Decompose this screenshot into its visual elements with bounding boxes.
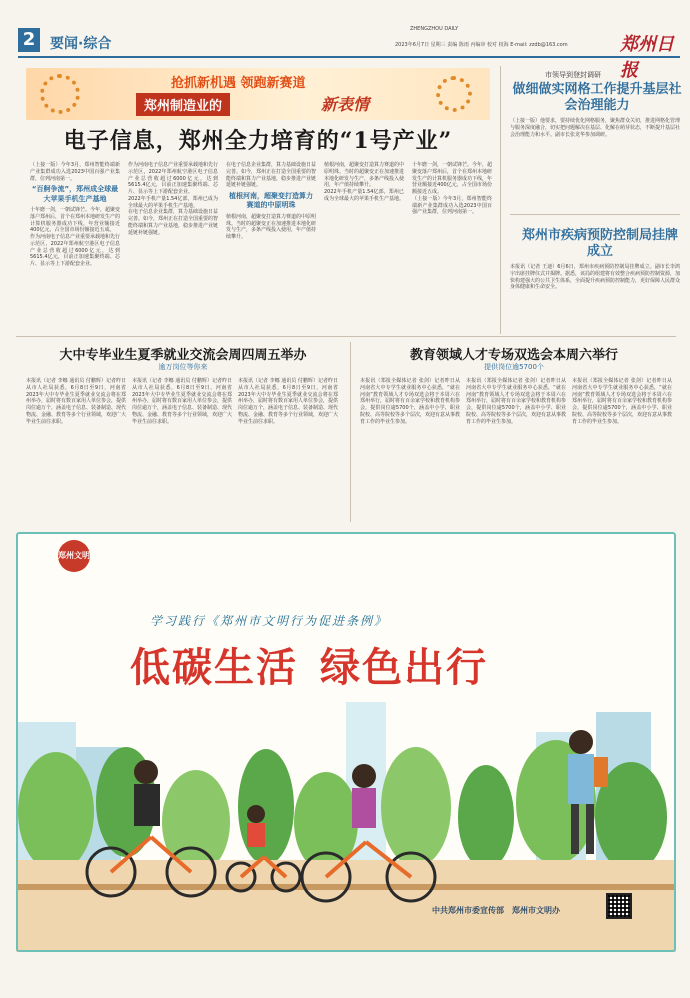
poster-title-b: 绿色出行 <box>320 644 488 691</box>
article-column <box>324 162 404 203</box>
article-paragraph: （上接一版）今年3月，郑州智能终端新产业集群成功入选2023中国百强产业集群，位列河南第一。 <box>30 162 120 182</box>
column-divider <box>350 342 351 522</box>
article-paragraph: 十年磨一剑，一朝试锋芒。今年，超聚变落户郑州后，首个在郑州本地研发生产的计算机服务器成功下线，年营业额接近400亿元，占全国市场份额接近五成。 <box>412 162 493 195</box>
article-column <box>30 162 120 268</box>
article-paragraph: 植根河南，超聚变打造算力赛道的中原明珠。当时的超聚变正在加速推进本地化研发与生产，多条产线投入使用，年产值持续攀升。 <box>324 162 405 189</box>
page-number: 2 <box>18 28 40 52</box>
edu-fair-body: 本报讯（郑报全媒体记者 张剑）记者昨日从河南省大中专学生就业服务中心获悉，“就在河南”教育领域人才专场双选会将于本周六在郑州举行，届时将有百余家学校和教育机构参会，提供岗位逾5700个，涵盖中小学、职业院校、高等院校等多个层次，欢迎有意从事教育工作的毕业生参加。 <box>360 378 461 425</box>
article-column <box>226 162 316 241</box>
gear-icon <box>436 76 472 112</box>
article-paragraph: 2022年手机产量1.54亿部，郑州已成为全球最大的苹果手机生产基地。 <box>128 195 218 209</box>
job-fair-body: 本报讯（记者 李娜 通讯员 付鹏辉）记者昨日从市人社局获悉，6月8日至9日，河南省2023年大中专毕业生夏季就业交流会将在郑州举办，届时将有数百家用人单位参会，提供岗位逾万个，涵盖电子信息、装备制造、现代物流、金融、教育等多个行业领域，欢迎广大毕业生前往求职。 <box>132 378 233 425</box>
section-divider <box>16 336 676 337</box>
right-article-body: （上接一版）他要求，要持续优化网格服务，聚焦群众关切，推进网格化管理与服务深度融合，切实把问题解决在基层、化解在萌芽状态，不断提升基层社会治理能力和水平。副市长张龙华参加调研。 <box>510 118 681 138</box>
article-subhead: “百舸争流”，郑州成全球最大苹果手机生产基地 <box>31 185 119 203</box>
article-paragraph: 作为河南电子信息产业重要承载地和先行示范区，2022年郑州航空港区电子信息产业总营收超过6000亿元，达到5615.4亿元，目前正加速集聚终端、芯片、显示等上下游配套企业。 <box>128 162 219 195</box>
feature-banner <box>26 68 490 120</box>
edu-fair-body: 本报讯（郑报全媒体记者 张剑）记者昨日从河南省大中专学生就业服务中心获悉，“就在河南”教育领域人才专场双选会将于本周六在郑州举行，届时将有百余家学校和教育机构参会，提供岗位逾5700个，涵盖中小学、职业院校、高等院校等多个层次，欢迎有意从事教育工作的毕业生参加。 <box>572 378 673 425</box>
section-title: 要闻·综合 <box>50 36 112 52</box>
article-subhead: 植根河南，超聚变打造算力赛道的中原明珠 <box>229 192 313 210</box>
section-divider <box>510 214 680 215</box>
masthead-logo: 郑州日报 <box>620 34 674 81</box>
right-article-body: 本报讯（记者 王迪）6月6日，郑州市疾病预防控制局挂牌成立。副市长李鸿宇出席挂牌仪式并揭牌。据悉，该局的组建将有效整合疾病预防控制资源，加快构建强大的公共卫生体系，全面提升疾病预防控制能力，更好保障人民群众身体健康和生命安全。 <box>510 264 681 291</box>
job-fair-body: 本报讯（记者 李娜 通讯员 付鹏辉）记者昨日从市人社局获悉，6月8日至9日，河南省2023年大中专毕业生夏季就业交流会将在郑州举办，届时将有数百家用人单位参会，提供岗位逾万个，涵盖电子信息、装备制造、现代物流、金融、教育等多个行业领域，欢迎广大毕业生前往求职。 <box>26 378 127 425</box>
poster-title-a: 低碳生活 <box>130 644 298 691</box>
article-column <box>412 162 492 216</box>
poster-top-line: 学习践行《郑州市文明行为促进条例》 <box>150 614 389 628</box>
job-fair-headline: 大中专毕业生夏季就业交流会周四周五举办 <box>59 348 307 363</box>
public-service-poster <box>16 532 676 952</box>
daily-name-en: ZHENGZHOU DAILY <box>410 26 459 32</box>
column-divider <box>500 66 501 334</box>
edu-fair-body: 本报讯（郑报全媒体记者 张剑）记者昨日从河南省大中专学生就业服务中心获悉，“就在河南”教育领域人才专场双选会将于本周六在郑州举行，届时将有百余家学校和教育机构参会，提供岗位逾5700个，涵盖中小学、职业院校、高等院校等多个层次，欢迎有意从事教育工作的毕业生参加。 <box>466 378 567 425</box>
article-paragraph: 植根河南，超聚变打造算力赛道的中原明珠。当时的超聚变正在加速推进本地化研发与生产，多条产线投入使用，年产值持续攀升。 <box>226 213 317 241</box>
poster-scenery <box>16 532 676 952</box>
banner-series-title: 郑州制造业的 <box>136 93 230 116</box>
main-headline: 电子信息，郑州全力培育的“1号产业” <box>63 128 453 154</box>
poster-footer: 中共郑州市委宣传部 郑州市文明办 <box>432 906 560 915</box>
article-paragraph: 2022年手机产量1.54亿部，郑州已成为全球最大的苹果手机生产基地。 <box>324 189 405 202</box>
civilization-emblem-logo: 郑州文明 <box>58 540 90 572</box>
header-rule <box>18 56 680 58</box>
edu-fair-subhead: 提供岗位逾5700个 <box>484 363 544 371</box>
article-paragraph: 在电子信息企业集群，算力基础设施日益完善。如今，郑州正在打造全国重要的智能终端和算力产业基地，稳步推进产业链延链补链强链。 <box>128 209 219 236</box>
right-headline-1: 做细做实网格工作提升基层社会治理能力 <box>512 82 682 114</box>
banner-accent: 新表情 <box>321 95 370 114</box>
gear-icon <box>40 74 80 114</box>
article-paragraph: 作为河南电子信息产业重要承载地和先行示范区，2022年郑州航空港区电子信息产业总营收超过6000亿元，达到5615.4亿元，目前正加速集聚终端、芯片、显示等上下游配套企业。 <box>30 234 121 268</box>
article-column <box>128 162 218 236</box>
article-paragraph: 十年磨一剑，一朝试锋芒。今年，超聚变落户郑州后，首个在郑州本地研发生产的计算机服务器成功下线，年营业额接近400亿元，占全国市场份额接近五成。 <box>30 207 121 234</box>
banner-slogan: 抢抓新机遇 领跑新赛道 <box>171 76 306 91</box>
poster-title <box>130 636 488 693</box>
job-fair-body: 本报讯（记者 李娜 通讯员 付鹏辉）记者昨日从市人社局获悉，6月8日至9日，河南省2023年大中专毕业生夏季就业交流会将在郑州举办，届时将有数百家用人单位参会，提供岗位逾万个，涵盖电子信息、装备制造、现代物流、金融、教育等多个行业领域，欢迎广大毕业生前往求职。 <box>238 378 339 425</box>
qr-code-icon <box>606 893 632 919</box>
article-paragraph: 在电子信息企业集群，算力基础设施日益完善。如今，郑州正在打造全国重要的智能终端和算力产业基地，稳步推进产业链延链补链强链。 <box>226 162 317 189</box>
right-column-kicker: 市领导到登封调研 <box>545 71 601 79</box>
job-fair-subhead: 逾万岗位等你来 <box>158 363 208 371</box>
header-meta: 2023年6月7日 星期三 责编 陈雨 丙编审 校对 权海 E-mail: zzdb@163.com <box>395 42 568 48</box>
article-paragraph: （上接一版）今年3月，郑州智能终端新产业集群成功入选2023中国百强产业集群，位列河南第一。 <box>412 195 492 216</box>
edu-fair-headline: 教育领域人才专场双选会本周六举行 <box>409 348 618 363</box>
right-headline-2: 郑州市疾病预防控制局挂牌成立 <box>521 228 678 260</box>
